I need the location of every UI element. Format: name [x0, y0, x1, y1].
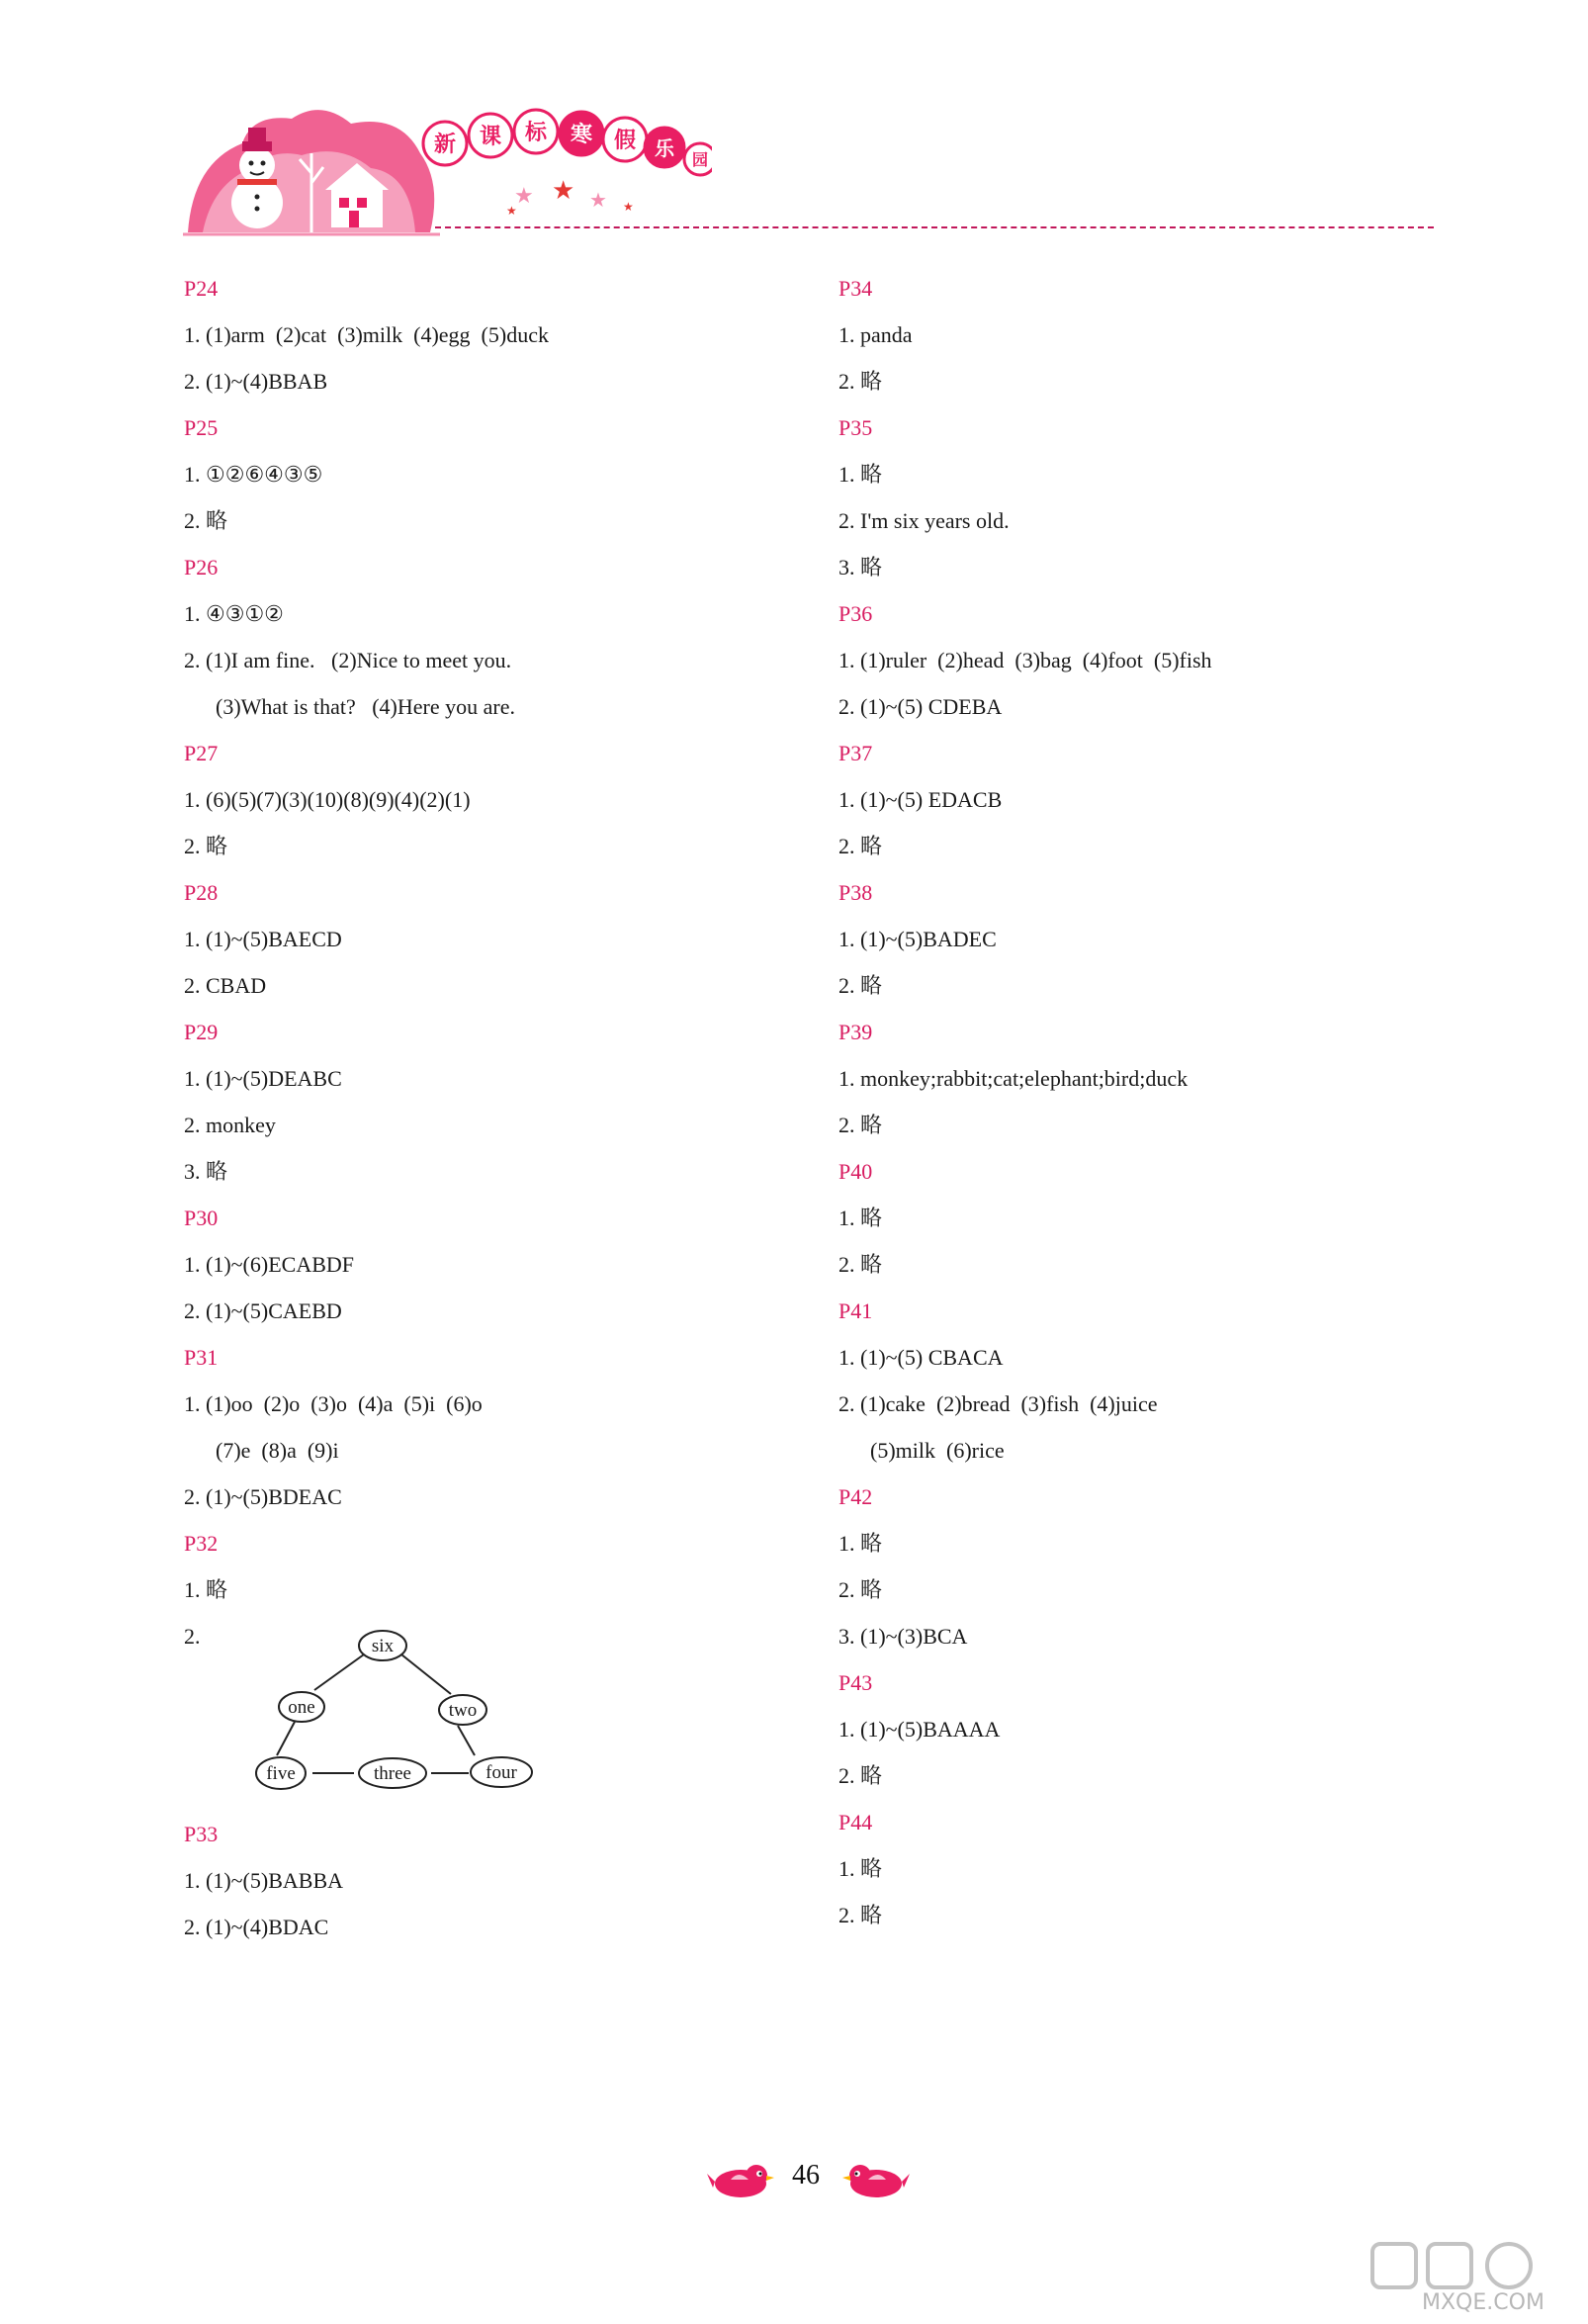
answer-line: 1. (1)~(5)BAECD [184, 927, 342, 951]
answer-line: 3. 略 [838, 555, 883, 580]
answer-line: 1. (1)arm (2)cat (3)milk (4)egg (5)duck [184, 322, 549, 347]
answer-line: 1. (1)ruler (2)head (3)bag (4)foot (5)fish [838, 648, 1212, 672]
page-ref-p38: P38 [838, 880, 873, 905]
page-ref-p39: P39 [838, 1020, 873, 1044]
answer-line: 2. 略 [838, 834, 883, 858]
answer-line: 2. 略 [184, 834, 228, 858]
answer-line: 1. panda [838, 322, 913, 347]
answer-line: 2. (1)I am fine. (2)Nice to meet you. [184, 648, 512, 672]
answer-line: 1. 略 [184, 1577, 228, 1602]
answer-line: 2. [184, 1624, 201, 1649]
answer-line: (3)What is that? (4)Here you are. [216, 694, 515, 719]
answer-line: 2. 略 [838, 973, 883, 998]
answer-line: 2. CBAD [184, 973, 267, 998]
svg-text:园: 园 [691, 150, 709, 169]
answers-left-column [184, 265, 817, 1950]
page-ref-p35: P35 [838, 415, 873, 440]
bird-left-icon [707, 2156, 776, 2205]
page-ref-p26: P26 [184, 555, 219, 580]
svg-text:★: ★ [514, 183, 534, 208]
answer-line: 1. 略 [838, 1206, 883, 1230]
answer-line: 2. (1)~(5)CAEBD [184, 1298, 342, 1323]
page-ref-p36: P36 [838, 601, 873, 626]
svg-text:★: ★ [623, 200, 634, 214]
page-ref-p33: P33 [184, 1822, 219, 1846]
answer-line: 1. ④③①② [184, 601, 284, 626]
svg-text:新: 新 [433, 133, 457, 157]
snowman-banner-illustration [183, 94, 440, 242]
watermark-logo [1363, 2239, 1580, 2318]
answer-line: 3. (1)~(3)BCA [838, 1624, 968, 1649]
header-banner [183, 94, 1439, 242]
answer-line: 2. 略 [838, 1903, 883, 1927]
page-ref-p29: P29 [184, 1020, 219, 1044]
answer-line: 1. (1)~(5) CBACA [838, 1345, 1004, 1370]
page-ref-p34: P34 [838, 276, 873, 301]
page-ref-p37: P37 [838, 741, 873, 765]
answer-line: 1. (1)oo (2)o (3)o (4)a (5)i (6)o [184, 1391, 483, 1416]
svg-text:标: 标 [524, 121, 548, 145]
answer-line: 2. 略 [838, 1763, 883, 1788]
node-three: three [374, 1763, 411, 1784]
page-ref-p41: P41 [838, 1298, 873, 1323]
watermark-url: MXQE.COM [1422, 2290, 1544, 2315]
answer-line: 2. 略 [838, 1252, 883, 1277]
node-one: one [288, 1697, 315, 1718]
answer-line: 2. 略 [838, 369, 883, 394]
answer-line: 1. ①②⑥④③⑤ [184, 462, 323, 487]
number-triangle-diagram [216, 1623, 542, 1811]
page-ref-p30: P30 [184, 1206, 219, 1230]
answers-right-column [838, 265, 1471, 1938]
node-six: six [371, 1636, 395, 1656]
answer-line: 2. I'm six years old. [838, 508, 1010, 533]
answer-line: 2. (1)~(5) CDEBA [838, 694, 1003, 719]
svg-text:★: ★ [589, 190, 607, 212]
answer-line: 1. (1)~(5)BAAAA [838, 1717, 1001, 1742]
svg-text:假: 假 [613, 129, 637, 153]
banner-title-logo [415, 104, 712, 223]
page-ref-p32: P32 [184, 1531, 219, 1556]
node-five: five [266, 1763, 296, 1784]
page-ref-p31: P31 [184, 1345, 219, 1370]
svg-text:★: ★ [506, 204, 517, 218]
page-ref-p42: P42 [838, 1484, 873, 1509]
page-ref-p24: P24 [184, 276, 219, 301]
answer-line: 2. monkey [184, 1113, 276, 1137]
answer-line: 3. 略 [184, 1159, 228, 1184]
answer-line: 1. (1)~(5)DEABC [184, 1066, 342, 1091]
answer-line: 2. (1)~(4)BDAC [184, 1915, 329, 1939]
answer-line: 2. 略 [184, 508, 228, 533]
answer-line: 1. 略 [838, 1856, 883, 1881]
answer-line: 1. 略 [838, 1531, 883, 1556]
page-ref-p28: P28 [184, 880, 219, 905]
node-four: four [485, 1762, 517, 1783]
page-footer [707, 2146, 915, 2215]
svg-text:★: ★ [552, 176, 575, 205]
node-two: two [448, 1700, 478, 1721]
answer-line: 2. (1)~(4)BBAB [184, 369, 328, 394]
answer-line: 2. (1)cake (2)bread (3)fish (4)juice [838, 1391, 1158, 1416]
answer-line: 1. (1)~(5)BADEC [838, 927, 997, 951]
svg-text:寒: 寒 [570, 123, 593, 147]
answer-line: (7)e (8)a (9)i [216, 1438, 339, 1463]
answer-line: 1. (1)~(5) EDACB [838, 787, 1003, 812]
answer-line: 2. 略 [838, 1577, 883, 1602]
svg-text:课: 课 [479, 125, 502, 149]
page-ref-p40: P40 [838, 1159, 873, 1184]
page-ref-p43: P43 [838, 1670, 873, 1695]
answer-line: 1. (1)~(6)ECABDF [184, 1252, 355, 1277]
answer-line: 1. (6)(5)(7)(3)(10)(8)(9)(4)(2)(1) [184, 787, 471, 812]
watermark-glyphs [1363, 2239, 1580, 2293]
bird-right-icon [840, 2156, 910, 2205]
answer-line: (5)milk (6)rice [870, 1438, 1005, 1463]
page-ref-p25: P25 [184, 415, 219, 440]
answer-line: 2. (1)~(5)BDEAC [184, 1484, 342, 1509]
page-number: 46 [792, 2160, 820, 2190]
answer-line: 1. 略 [838, 462, 883, 487]
answer-line: 2. 略 [838, 1113, 883, 1137]
answer-line: 1. (1)~(5)BABBA [184, 1868, 344, 1893]
page-ref-p27: P27 [184, 741, 219, 765]
page-ref-p44: P44 [838, 1810, 873, 1834]
header-dashed-rule [435, 226, 1434, 228]
answer-line: 1. monkey;rabbit;cat;elephant;bird;duck [838, 1066, 1189, 1091]
svg-text:乐: 乐 [655, 136, 674, 160]
